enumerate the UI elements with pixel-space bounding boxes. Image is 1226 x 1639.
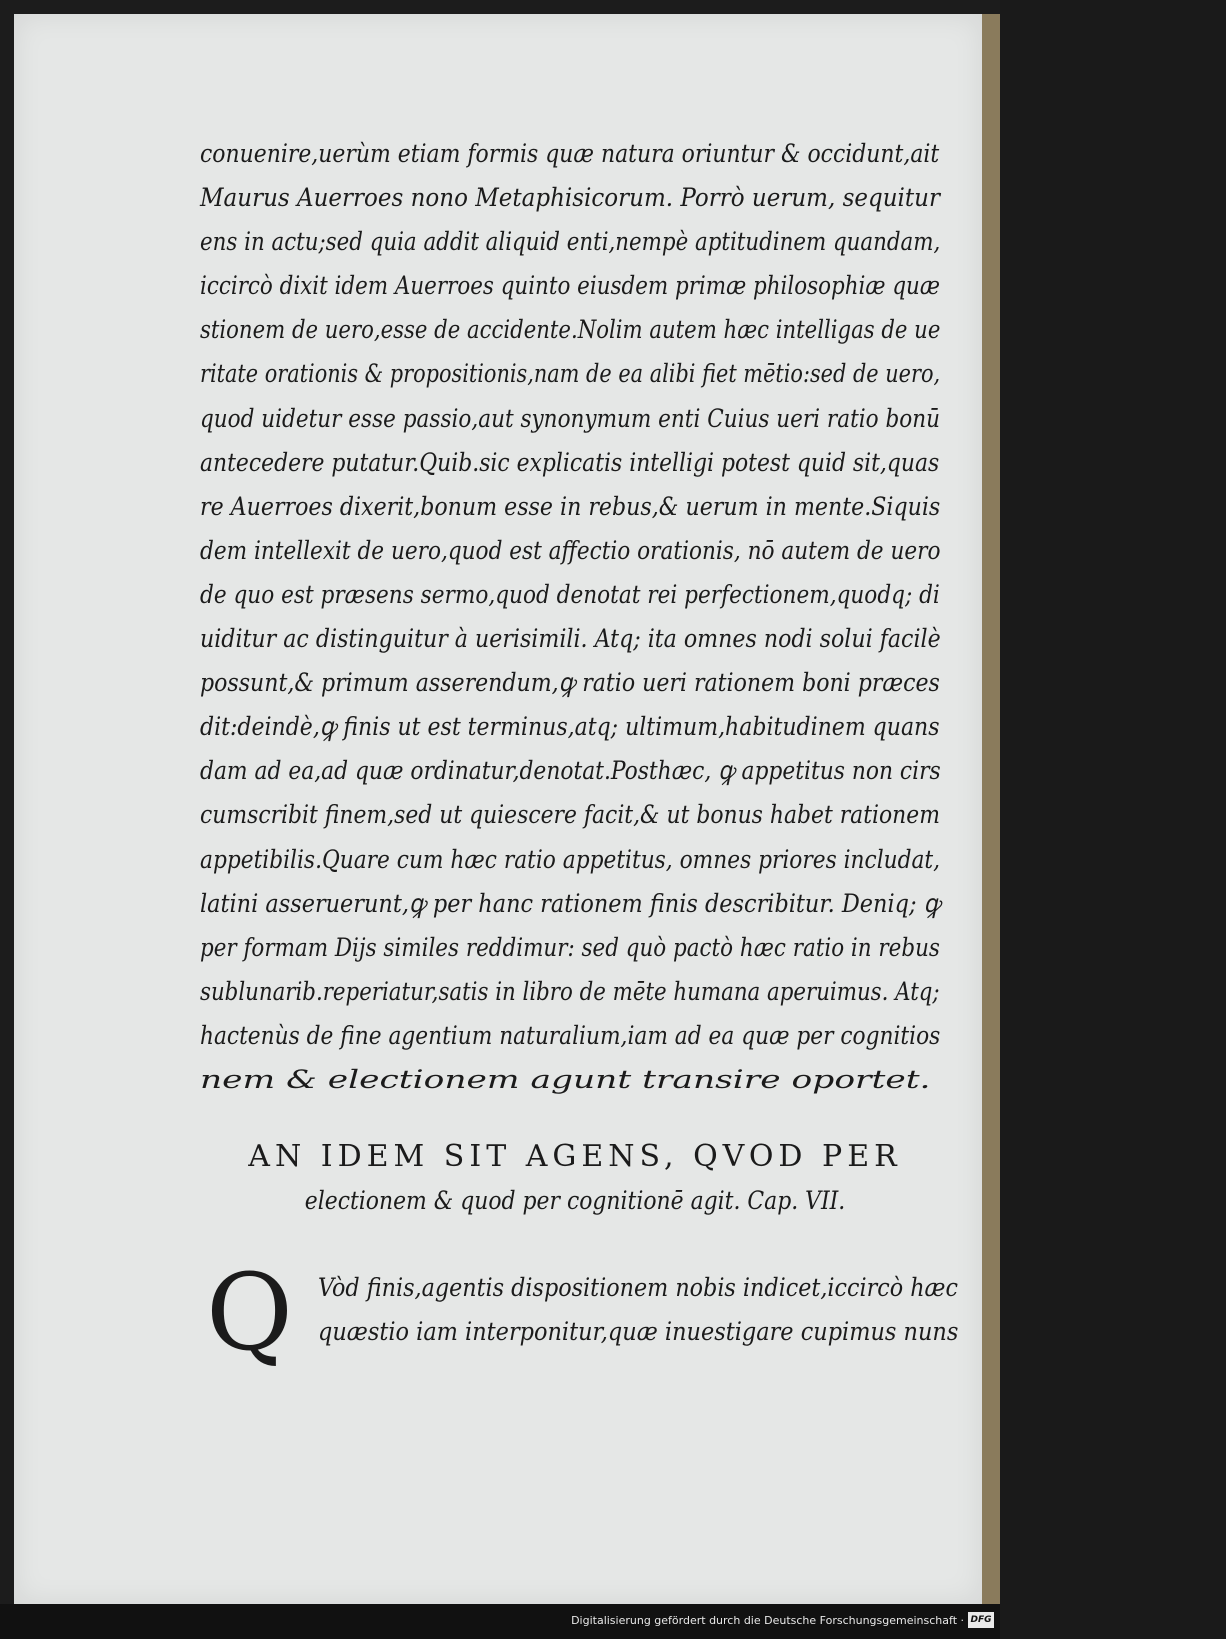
drop-cap-letter: Q xyxy=(206,1251,293,1374)
chapter-title-caps: AN IDEM SIT AGENS, QVOD PER xyxy=(248,1139,902,1174)
text-line: stionem de uero,esse de accidente.Nolim autem hæc intelligas de ue xyxy=(200,315,941,346)
chapter-heading xyxy=(160,1135,990,1223)
text-line: de quo est præsens sermo,quod denotat rei perfectionem,quodq; di xyxy=(200,579,940,610)
page-edge-strip xyxy=(982,14,1000,1604)
text-line: quæstio iam interponitur,quæ inuestigare cupimus nuns xyxy=(318,1317,959,1348)
text-line: ritate orationis & propositionis,nam de ea alibi fiet mētio:sed de uero, xyxy=(200,359,941,390)
text-line: dit:deindè,ꝙ finis ut est terminus,atq; ultimum,habitudinem quans xyxy=(200,712,940,743)
text-line: ens in actu;sed quia addit aliquid enti,nempè aptitudinem quandam, xyxy=(200,227,941,258)
text-line: dem intellexit de uero,quod est affectio orationis, nō autem de uero xyxy=(200,535,941,566)
text-line: dam ad ea,ad quæ ordinatur,denotat.Posthæc, ꝙ appetitus non cirs xyxy=(200,756,941,787)
text-line: appetibilis.Quare cum hæc ratio appetitus, omnes priores includat, xyxy=(200,844,941,875)
text-line: conuenire,uerùm etiam formis quæ natura oriuntur & occidunt,ait xyxy=(200,139,940,169)
main-paragraph xyxy=(200,132,960,1102)
text-line: quod uidetur esse passio,aut synonymum enti Cuius ueri ratio bonū xyxy=(200,403,940,434)
chapter-opening-paragraph xyxy=(318,1266,968,1354)
text-line: per formam Dijs similes reddimur: sed quò pactò hæc ratio in rebus xyxy=(200,932,940,963)
text-line: re Auerroes dixerit,bonum esse in rebus,& uerum in mente.Siquis xyxy=(200,491,941,522)
text-line: Vòd finis,agentis dispositionem nobis indicet,iccircò hæc xyxy=(318,1273,958,1303)
digitization-credit: Digitalisierung gefördert durch die Deutsche Forschungsgemeinschaft · xyxy=(571,1614,964,1627)
text-line: iccircò dixit idem Auerroes quinto eiusdem primæ philosophiæ quæ xyxy=(200,271,940,302)
text-line: uiditur ac distinguitur à uerisimili. Atq; ita omnes nodi solui facilè xyxy=(200,624,941,655)
dfg-logo-icon: DFG xyxy=(968,1612,994,1628)
text-line: latini asseruerunt,ꝙ per hanc rationem finis describitur. Deniq; ꝙ xyxy=(200,888,941,919)
text-line: Maurus Auerroes nono Metaphisicorum. Porrò uerum, sequitur xyxy=(200,183,940,214)
text-line: possunt,& primum asserendum,ꝙ ratio ueri rationem boni præces xyxy=(200,668,940,699)
text-line: hactenùs de fine agentium naturalium,iam ad ea quæ per cognitios xyxy=(200,1020,941,1051)
text-line: sublunarib.reperiatur,satis in libro de mēte humana aperuimus. Atq; xyxy=(200,976,940,1007)
text-line: cumscribit finem,sed ut quiescere facit,& ut bonus habet rationem xyxy=(200,800,940,831)
chapter-title-subtitle: electionem & quod per cognitionē agit. Cap. VII. xyxy=(304,1186,846,1216)
text-line: nem & electionem agunt transire oportet. xyxy=(200,1064,931,1095)
text-line: antecedere putatur.Quib.sic explicatis intelligi potest quid sit,quas xyxy=(200,447,940,478)
